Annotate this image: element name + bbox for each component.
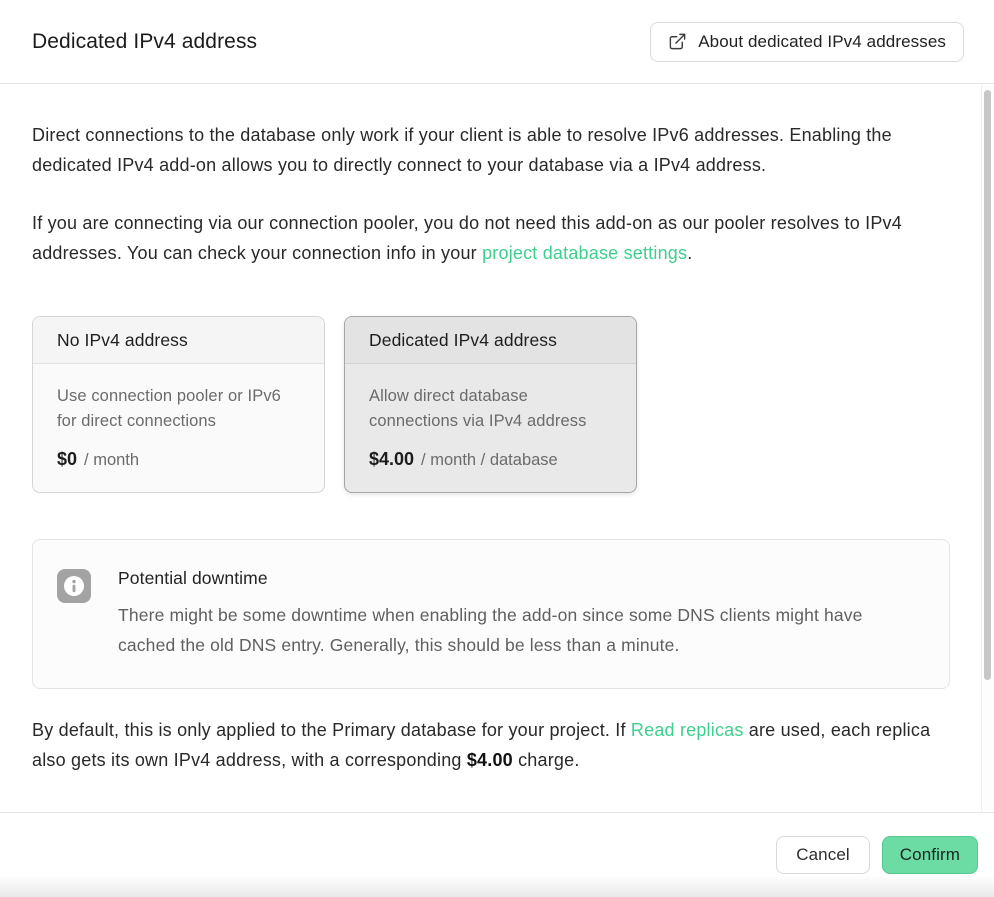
pooler-paragraph [32, 208, 957, 268]
option-card-price [369, 449, 612, 470]
inline-text: By default, this is only applied to the Primary database for your project. If [32, 720, 631, 740]
inline-strong-text: $4.00 [466, 750, 513, 770]
inline-link[interactable]: project database settings [482, 243, 688, 263]
about-button-label: About dedicated IPv4 addresses [698, 31, 946, 51]
price-amount: $0 [57, 449, 78, 469]
notice-body: There might be some downtime when enabling the add-on since some DNS clients might have cached the old DNS entry. Generally, this should be less than a minute. [118, 605, 863, 655]
option-card-description: Allow direct database connections via IPv4 address [369, 387, 587, 430]
external-link-icon [668, 32, 687, 51]
option-card-price [57, 449, 300, 470]
confirm-button[interactable]: Confirm [882, 836, 978, 874]
info-icon [57, 569, 91, 603]
inline-text: If you are connecting via our connection pooler, you do not need this add-on as our pooler resolves to IPv4 addresses. You can check your connection info in your [32, 213, 902, 263]
inline-text: charge. [512, 750, 580, 770]
dialog-header [0, 0, 994, 84]
price-amount: $4.00 [369, 449, 415, 469]
option-card-title: Dedicated IPv4 address [345, 317, 636, 364]
notice-title: Potential downtime [118, 568, 268, 588]
dialog-body [0, 84, 994, 812]
ipv4-option-cards [32, 316, 962, 493]
option-card-no-ipv4[interactable] [32, 316, 325, 493]
option-card-description: Use connection pooler or IPv6 for direct connections [57, 387, 281, 430]
replicas-paragraph [32, 715, 957, 775]
price-suffix: / month / database [421, 451, 558, 469]
about-dedicated-ipv4-button[interactable] [650, 22, 964, 62]
inline-link[interactable]: Read replicas [630, 720, 744, 740]
inline-text: . [687, 243, 693, 263]
cancel-button[interactable]: Cancel [776, 836, 870, 874]
scrollbar-thumb[interactable] [984, 90, 991, 680]
scrollbar-track[interactable] [981, 85, 994, 812]
potential-downtime-notice [32, 539, 950, 689]
dialog-footer [0, 812, 994, 897]
notice-content [118, 566, 903, 660]
intro-paragraph: Direct connections to the database only work if your client is able to resolve IPv6 addresses. Enabling the dedicated IPv4 add-on allows you to directly connect to your database via a IPv4 address. [32, 125, 892, 175]
option-card-title: No IPv4 address [33, 317, 324, 364]
option-card-dedicated-ipv4[interactable] [344, 316, 637, 493]
price-suffix: / month [84, 451, 140, 469]
dialog-title: Dedicated IPv4 address [32, 29, 258, 53]
inline-text: are used, each replica also gets its own IPv4 address, with a corresponding [32, 720, 931, 770]
